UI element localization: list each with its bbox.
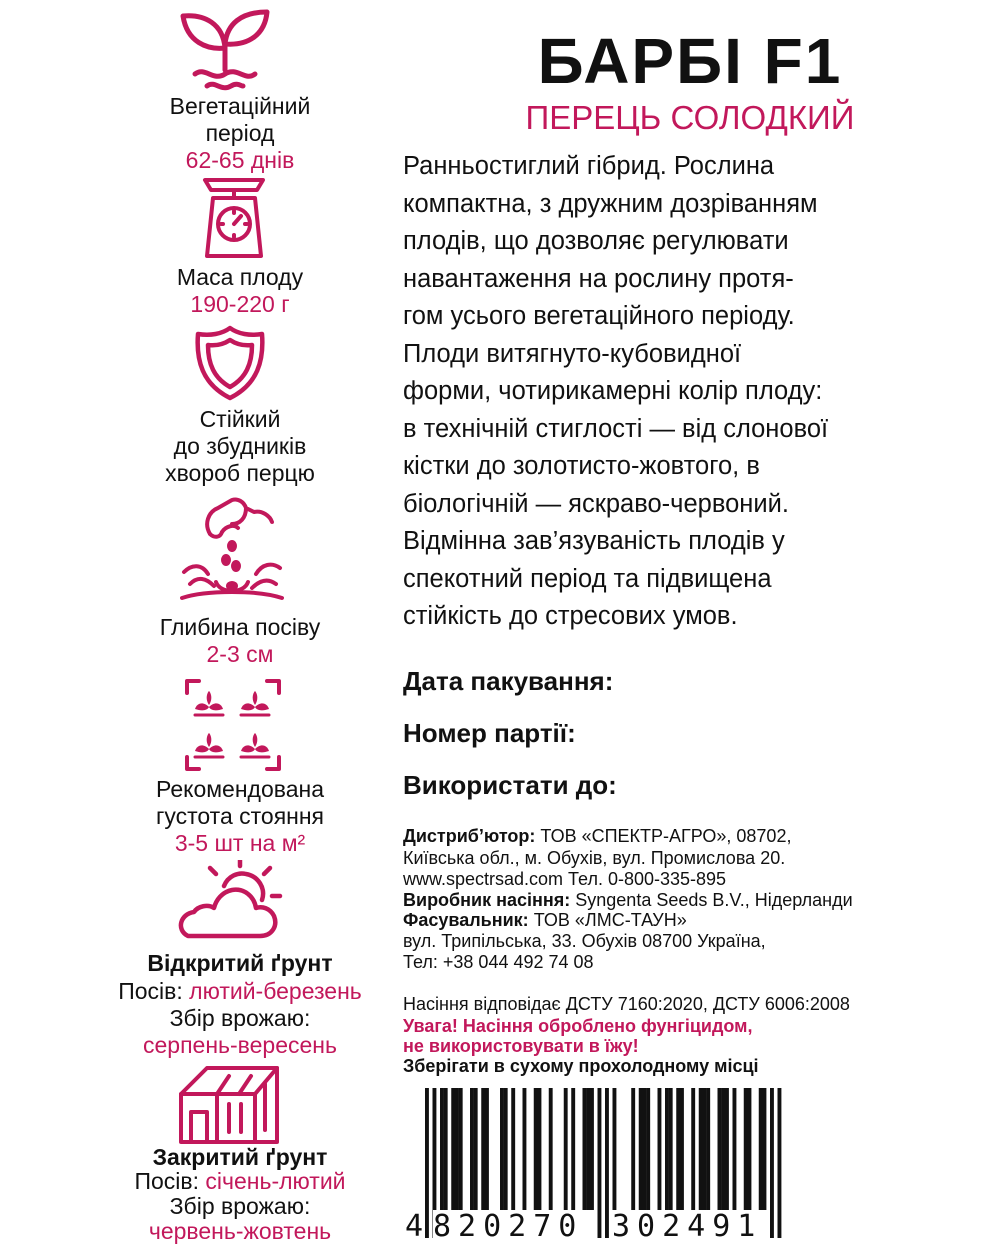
barcode-bar bbox=[665, 1088, 669, 1210]
barcode-bar bbox=[721, 1088, 725, 1210]
barcode-bar bbox=[481, 1088, 485, 1210]
density-label-1: Рекомендована bbox=[156, 776, 324, 802]
resistance-label-3: хвороб перцю bbox=[165, 460, 315, 486]
barcode-bar bbox=[669, 1088, 673, 1210]
barcode-bar bbox=[590, 1088, 594, 1210]
barcode-bar bbox=[583, 1088, 587, 1210]
description-line: навантаження на рослину протя- bbox=[403, 264, 794, 293]
open-ground-title: Відкритий ґрунт bbox=[147, 950, 333, 976]
density-value: 3-5 шт на м² bbox=[174, 830, 306, 856]
barcode-bar bbox=[549, 1088, 553, 1210]
sprout-icon bbox=[177, 8, 273, 92]
closed-ground-harvest-value: червень-жовтень bbox=[148, 1218, 332, 1244]
closed-ground-title: Закритий ґрунт bbox=[152, 1144, 328, 1170]
barcode-bar bbox=[759, 1088, 763, 1210]
distributor-line-2: Київська обл., м. Обухів, вул. Промислова 20. bbox=[403, 848, 786, 868]
barcode-bar bbox=[699, 1088, 703, 1210]
barcode-first-digit: 4 bbox=[405, 1209, 424, 1244]
barcode-bar bbox=[523, 1088, 527, 1210]
packer-value: ТОВ «ЛМС-ТАУН» bbox=[528, 910, 687, 930]
open-ground-sowing-label: Посів: bbox=[118, 978, 183, 1004]
producer-value: Syngenta Seeds B.V., Нідерланди bbox=[570, 890, 853, 910]
sun-cloud-icon bbox=[174, 860, 286, 940]
barcode-bar bbox=[763, 1088, 767, 1210]
barcode-bar bbox=[571, 1088, 575, 1210]
compliance-text: Насіння відповідає ДСТУ 7160:2020, ДСТУ 6006:2008 bbox=[403, 994, 850, 1014]
barcode-bar bbox=[658, 1088, 662, 1210]
product-subtitle: ПЕРЕЦЬ СОЛОДКИЙ bbox=[525, 99, 855, 136]
resistance-label-2: до збудників bbox=[173, 433, 307, 459]
open-ground-sowing-value: лютий-березень bbox=[189, 978, 362, 1004]
vegetation-label-2: період bbox=[205, 120, 275, 146]
barcode-bar bbox=[725, 1088, 729, 1210]
closed-ground-harvest-label: Збір врожаю: bbox=[169, 1193, 311, 1219]
description-line: Відмінна зав’язуваність плодів у bbox=[403, 527, 785, 555]
barcode-bar bbox=[440, 1088, 444, 1210]
barcode-bar bbox=[564, 1088, 568, 1210]
weight-label: Маса плоду bbox=[176, 264, 304, 290]
description-line: стійкість до стресових умов. bbox=[403, 602, 738, 630]
scale-icon bbox=[199, 176, 269, 260]
depth-label: Глибина посіву bbox=[159, 614, 321, 640]
plant-grid-icon bbox=[185, 679, 281, 771]
storage-text: Зберігати в сухому прохолодному місці bbox=[403, 1056, 759, 1076]
barcode-bar bbox=[500, 1088, 504, 1210]
density-label-2: густота стояння bbox=[155, 803, 325, 829]
distributor-value: ТОВ «СПЕКТР-АГРО», 08702, bbox=[535, 826, 792, 846]
closed-ground-sowing-label: Посів: bbox=[134, 1168, 200, 1194]
barcode-bar bbox=[455, 1088, 459, 1210]
barcode-bar bbox=[676, 1088, 680, 1210]
greenhouse-icon bbox=[177, 1064, 281, 1144]
barcode-right-group: 302491 bbox=[612, 1209, 763, 1244]
barcode-bar bbox=[718, 1088, 722, 1210]
barcode-bar bbox=[470, 1088, 474, 1210]
barcode-bar bbox=[631, 1088, 635, 1210]
barcode-bar bbox=[643, 1088, 647, 1210]
product-description bbox=[403, 148, 983, 636]
barcode-bar bbox=[680, 1088, 684, 1210]
description-line: кістки до золотисто-жовтого, в bbox=[403, 452, 760, 480]
description-line: плодів, що дозволяє регулювати bbox=[403, 227, 789, 255]
shield-icon bbox=[192, 324, 268, 402]
vegetation-value: 62-65 днів bbox=[185, 147, 295, 173]
barcode-bar bbox=[639, 1088, 643, 1210]
barcode-bar bbox=[451, 1088, 455, 1210]
barcode-bar bbox=[691, 1088, 695, 1210]
description-line: форми, чотирикамерні колір плоду: bbox=[403, 377, 823, 405]
barcode-bar bbox=[504, 1088, 508, 1210]
description-line: Ранньостиглий гібрид. Рослина bbox=[403, 152, 775, 180]
weight-value: 190-220 г bbox=[190, 291, 290, 317]
barcode-left-group: 820270 bbox=[433, 1209, 584, 1244]
open-ground-harvest-label: Збір врожаю: bbox=[169, 1005, 311, 1031]
barcode-bar bbox=[744, 1088, 748, 1210]
barcode-bar bbox=[534, 1088, 538, 1210]
barcode-bar bbox=[474, 1088, 478, 1210]
barcode-bar bbox=[538, 1088, 542, 1210]
description-line: в технічній стиглості — від слонової bbox=[403, 414, 829, 443]
description-line: компактна, з дружним дозріванням bbox=[403, 189, 818, 218]
barcode-bar bbox=[748, 1088, 752, 1210]
vegetation-label-1: Вегетаційний bbox=[169, 93, 311, 119]
open-ground-harvest-value: серпень-вересень bbox=[143, 1032, 337, 1058]
barcode-bar bbox=[511, 1088, 515, 1210]
pack-date-field: Дата пакування: bbox=[403, 666, 614, 696]
distributor-line-1 bbox=[403, 826, 791, 847]
resistance-label-1: Стійкий bbox=[199, 406, 281, 432]
closed-ground-sowing-value: січень-лютий bbox=[205, 1168, 346, 1194]
packer-line-3: Тел: +38 044 492 74 08 bbox=[403, 952, 594, 972]
distributor-line-3: www.spectrsad.com Тел. 0-800-335-895 bbox=[403, 869, 727, 889]
barcode-bar bbox=[586, 1088, 590, 1210]
producer-label: Виробник насіння: bbox=[403, 890, 571, 910]
barcode-bar bbox=[733, 1088, 737, 1210]
barcode-bar bbox=[646, 1088, 650, 1210]
barcode-digits bbox=[403, 1210, 803, 1246]
depth-value: 2-3 см bbox=[206, 641, 274, 667]
barcode-bar bbox=[706, 1088, 710, 1210]
description-line: спекотний період та підвищена bbox=[403, 564, 772, 593]
producer-line bbox=[403, 890, 853, 911]
packer-label: Фасувальник: bbox=[403, 910, 529, 930]
barcode-bar bbox=[485, 1088, 489, 1210]
warning-line-1: Увага! Насіння оброблено фунгіцидом, bbox=[403, 1016, 753, 1036]
barcode-bar bbox=[444, 1088, 448, 1210]
barcode-bar bbox=[459, 1088, 463, 1210]
warning-line-2: не використовувати в їжу! bbox=[403, 1036, 639, 1056]
distributor-label: Дистриб’ютор: bbox=[403, 826, 536, 846]
sowing-hand-icon bbox=[180, 494, 284, 606]
barcode-bar bbox=[703, 1088, 707, 1210]
use-by-field: Використати до: bbox=[403, 770, 617, 800]
batch-number-field: Номер партії: bbox=[403, 718, 576, 748]
description-line: Плоди витягнуто-кубовидної bbox=[403, 339, 742, 368]
product-title: БАРБІ F1 bbox=[537, 25, 843, 97]
barcode-bar bbox=[613, 1088, 617, 1210]
description-line: біологічній — яскраво-червоний. bbox=[403, 489, 789, 518]
packer-line-2: вул. Трипільська, 33. Обухів 08700 Україна, bbox=[403, 931, 766, 951]
packer-line-1 bbox=[403, 910, 687, 931]
description-line: гом усього вегетаційного періоду. bbox=[403, 302, 795, 330]
